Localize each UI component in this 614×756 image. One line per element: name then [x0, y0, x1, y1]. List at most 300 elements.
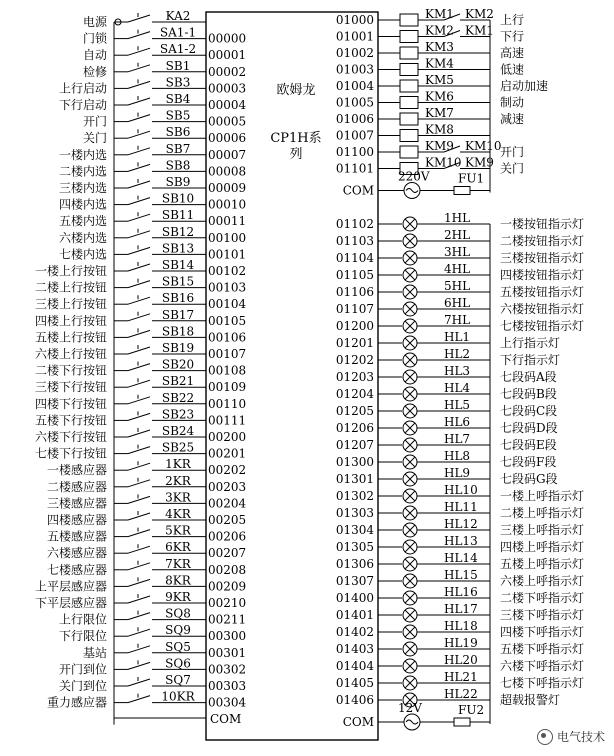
- input-address: 00104: [208, 297, 247, 312]
- lamp-function-label: 七段码B段: [500, 387, 557, 401]
- input-address: 00205: [208, 513, 247, 527]
- lamp-address: 01303: [335, 506, 374, 520]
- relay-function-label: 低速: [500, 62, 525, 77]
- lamp-fuse-label: FU2: [458, 703, 485, 717]
- relay-coil-label: KM8: [425, 122, 454, 137]
- input-device-label: SB19: [161, 341, 195, 355]
- relay-output-circuit: [336, 7, 548, 199]
- lamp-device-label: HL22: [444, 687, 478, 701]
- lamp-address: 01205: [335, 404, 374, 418]
- relay-function-label: 上行: [500, 13, 525, 27]
- lamp-address: 01403: [335, 642, 374, 656]
- lamp-function-label: 四楼按钮指示灯: [500, 268, 585, 282]
- input-device-label: SB23: [161, 407, 195, 422]
- lamp-address: 01404: [335, 659, 374, 673]
- input-address: 00302: [208, 662, 247, 677]
- switch-contact: [128, 330, 150, 337]
- input-label: 五楼内选: [58, 214, 107, 229]
- relay-address: 01002: [335, 46, 374, 60]
- input-address: 00203: [208, 479, 247, 494]
- input-device-label: 8KR: [165, 573, 191, 588]
- lamp-address: 01201: [335, 336, 374, 350]
- relay-address: 01004: [335, 79, 374, 93]
- input-address: 00210: [208, 596, 247, 610]
- lamp-function-label: 下行指示灯: [500, 353, 561, 367]
- input-device-label: SA1-1: [159, 25, 197, 40]
- input-address: 00303: [208, 679, 247, 693]
- lamp-address: 01304: [335, 523, 374, 537]
- switch-contact: [128, 662, 150, 669]
- watermark-text: 电气技术: [556, 730, 605, 744]
- switch-contact: [128, 613, 150, 620]
- input-label: 二楼内选: [58, 164, 107, 179]
- relay-coil-label: KM7: [425, 106, 454, 120]
- interlock-label: KM2: [465, 7, 494, 21]
- relay-coil-icon: [400, 130, 418, 142]
- relay-function-label: 下行: [500, 29, 525, 44]
- lamp-address: 01200: [335, 319, 374, 333]
- lamp-device-label: HL3: [444, 364, 471, 378]
- switch-contact: [128, 413, 150, 420]
- lamp-address: 01306: [335, 557, 374, 571]
- lamp-address: 01307: [335, 574, 374, 588]
- lamp-address: 01203: [335, 370, 374, 384]
- switch-contact: [128, 513, 150, 520]
- lamp-function-label: 五楼上呼指示灯: [500, 557, 585, 571]
- input-label: 基站: [82, 645, 107, 660]
- input-label: 六楼内选: [58, 230, 107, 245]
- input-address: 00007: [208, 147, 247, 162]
- input-address: 00201: [208, 446, 247, 461]
- lamp-address: 01105: [335, 268, 374, 282]
- input-device-label: SB20: [161, 357, 195, 372]
- lamp-function-label: 七段码A段: [500, 370, 557, 384]
- lamp-device-label: HL19: [444, 636, 478, 650]
- input-device-label: 4KR: [165, 507, 191, 521]
- relay-coil-icon: [400, 64, 418, 76]
- wechat-logo-icon: [537, 729, 553, 745]
- input-address: 00304: [208, 695, 247, 710]
- lamp-function-label: 四楼下呼指示灯: [500, 625, 585, 639]
- input-label: 三楼下行按钮: [34, 380, 107, 395]
- interlock-label: KM10: [465, 139, 502, 153]
- input-label: 关门到位: [58, 679, 107, 693]
- relay-coil-label: KM3: [425, 40, 454, 54]
- switch-contact: [128, 264, 150, 271]
- input-device-label: SB14: [161, 258, 195, 272]
- input-label: 开门: [82, 114, 107, 129]
- lamp-function-label: 二楼下呼指示灯: [500, 591, 585, 605]
- lamp-function-label: 六楼按钮指示灯: [500, 302, 585, 316]
- input-address: 00106: [208, 330, 247, 345]
- lamp-address: 01302: [335, 489, 374, 503]
- input-address: 00003: [208, 81, 247, 96]
- input-address: 00102: [208, 264, 247, 278]
- input-label: 四楼上行按钮: [34, 313, 107, 328]
- relay-function-label: 启动加速: [500, 79, 549, 93]
- input-device-label: SQ5: [165, 639, 191, 654]
- lamp-function-label: 七段码F段: [500, 455, 557, 469]
- relay-coil-label: KM5: [425, 73, 454, 87]
- switch-contact: [128, 198, 150, 205]
- input-device-label: SB17: [161, 307, 195, 322]
- input-address: 00004: [208, 98, 247, 112]
- lamp-device-label: 7HL: [444, 313, 471, 327]
- input-address: 00100: [208, 230, 247, 245]
- input-device-label: 9KR: [165, 590, 191, 604]
- lamp-address: 01206: [335, 421, 374, 435]
- lamp-function-label: 三楼按钮指示灯: [500, 251, 585, 265]
- relay-coil-label: KM1: [425, 7, 454, 21]
- switch-contact: [128, 430, 150, 437]
- lamp-device-label: HL4: [444, 381, 471, 395]
- relay-function-label: 高速: [500, 46, 525, 60]
- input-label: 电源: [82, 15, 107, 29]
- lamp-device-label: HL7: [444, 432, 471, 446]
- input-address: 00109: [208, 380, 247, 395]
- lamp-function-label: 六楼下呼指示灯: [500, 659, 585, 673]
- lamp-address: 01204: [335, 387, 374, 401]
- input-address: 00300: [208, 629, 247, 644]
- switch-contact: [128, 214, 150, 221]
- input-device-label: SB1: [165, 58, 191, 73]
- input-address: 00105: [208, 313, 247, 328]
- lamp-com-label: COM: [342, 715, 374, 729]
- relay-address: 01000: [335, 13, 374, 27]
- switch-contact: [128, 480, 150, 487]
- switch-contact: [128, 15, 150, 22]
- plc-brand: 欧姆龙: [276, 83, 316, 98]
- plc-model: CP1H系: [270, 131, 322, 146]
- relay-address: 01006: [335, 112, 374, 126]
- relay-coil-icon: [400, 146, 418, 158]
- relay-address: 01007: [335, 128, 374, 143]
- input-label: 六楼下行按钮: [34, 430, 107, 444]
- input-address: 00206: [208, 529, 247, 544]
- input-label: 关门: [82, 131, 107, 146]
- relay-address: 01100: [335, 145, 374, 159]
- input-label: 六楼上行按钮: [34, 347, 107, 361]
- switch-contact: [128, 596, 150, 603]
- input-device-label: SQ8: [165, 606, 191, 621]
- switch-contact: [128, 347, 150, 354]
- switch-contact: [128, 32, 150, 39]
- input-device-label: 2KR: [165, 473, 191, 488]
- input-com-wire: [114, 703, 206, 718]
- input-device-label: SB11: [161, 208, 195, 223]
- switch-contact: [128, 447, 150, 454]
- relay-coil-label: KM10: [425, 155, 462, 170]
- lamp-device-label: 3HL: [444, 245, 471, 259]
- lamp-device-label: HL13: [444, 534, 478, 548]
- input-address: 00111: [208, 413, 247, 428]
- input-address: 00009: [208, 181, 247, 195]
- input-device-label: SB22: [161, 390, 195, 405]
- lamp-function-label: 三楼下呼指示灯: [500, 608, 585, 622]
- input-device-label: SB25: [161, 440, 195, 455]
- lamp-address: 01402: [335, 625, 374, 639]
- input-device-label: SB15: [161, 274, 195, 289]
- input-label: 七楼内选: [58, 247, 107, 262]
- input-device-label: SB4: [165, 92, 191, 106]
- input-label: 一楼内选: [58, 147, 107, 162]
- input-label: 三楼上行按钮: [34, 297, 107, 312]
- input-device-label: 6KR: [165, 540, 191, 555]
- relay-com-label: COM: [342, 183, 374, 198]
- lamp-function-label: 二楼按钮指示灯: [500, 234, 585, 248]
- lamp-voltage: 12V: [398, 701, 422, 715]
- input-device-label: SQ6: [165, 656, 191, 671]
- input-address: 00002: [208, 64, 247, 79]
- lamp-device-label: HL21: [444, 670, 478, 684]
- switch-contact: [128, 297, 150, 304]
- lamp-device-label: HL2: [444, 347, 471, 361]
- relay-function-label: 关门: [500, 161, 525, 176]
- switch-contact: [128, 563, 150, 570]
- lamp-device-label: HL6: [444, 415, 471, 429]
- lamp-device-label: HL18: [444, 619, 478, 633]
- lamp-device-label: HL8: [444, 449, 471, 463]
- input-label: 一楼上行按钮: [34, 264, 107, 278]
- lamp-device-label: HL1: [444, 330, 471, 344]
- input-label: 五楼上行按钮: [34, 330, 107, 345]
- input-label: 上平层感应器: [34, 579, 107, 594]
- lamp-device-label: 4HL: [444, 262, 471, 276]
- input-label: 下行限位: [58, 629, 107, 644]
- lamp-function-label: 一楼按钮指示灯: [500, 217, 585, 231]
- relay-coil-icon: [400, 14, 418, 26]
- input-device-label: SB16: [161, 291, 195, 306]
- input-address: 00204: [208, 496, 247, 511]
- lamp-function-label: 上行指示灯: [500, 336, 561, 350]
- lamp-address: 01202: [335, 353, 374, 367]
- lamp-function-label: 五楼下呼指示灯: [500, 642, 585, 656]
- relay-coil-icon: [400, 47, 418, 59]
- input-address: 00101: [208, 247, 247, 262]
- relay-coil-icon: [400, 31, 418, 43]
- relay-coil-icon: [400, 113, 418, 125]
- lamp-function-label: 七楼下呼指示灯: [500, 676, 585, 690]
- lamp-device-label: HL20: [444, 653, 478, 667]
- lamp-function-label: 五楼按钮指示灯: [500, 285, 585, 299]
- relay-address: 01005: [335, 95, 374, 110]
- lamp-output-circuit: [336, 211, 584, 730]
- relay-function-label: 制动: [500, 95, 525, 110]
- lamp-device-label: HL11: [444, 500, 478, 514]
- lamp-device-label: 2HL: [444, 228, 471, 242]
- lamp-device-label: HL14: [444, 551, 478, 565]
- lamp-function-label: 七段码C段: [500, 404, 558, 418]
- lamp-function-label: 二楼上呼指示灯: [500, 506, 585, 520]
- input-device-label: SB18: [161, 324, 195, 339]
- input-device-label: SQ9: [165, 623, 191, 638]
- input-device-label: SB6: [165, 125, 191, 140]
- switch-contact: [128, 48, 150, 55]
- switch-contact: [128, 314, 150, 321]
- lamp-device-label: HL16: [444, 585, 478, 599]
- switch-contact: [128, 65, 150, 72]
- input-device-label: SB24: [161, 424, 195, 438]
- switch-contact: [128, 81, 150, 88]
- watermark: [534, 727, 608, 746]
- lamp-device-label: 1HL: [444, 211, 471, 225]
- lamp-function-label: 七楼按钮指示灯: [500, 319, 585, 333]
- lamp-device-label: HL12: [444, 517, 478, 531]
- input-label: 重力感应器: [46, 695, 107, 710]
- lamp-address: 01405: [335, 676, 374, 690]
- lamp-address: 01104: [335, 251, 374, 265]
- lamp-address: 01103: [335, 234, 374, 248]
- input-address: 00008: [208, 164, 247, 179]
- lamp-address: 01305: [335, 540, 374, 554]
- switch-contact: [128, 115, 150, 122]
- input-label: 二楼下行按钮: [34, 363, 107, 378]
- switch-contact: [128, 629, 150, 636]
- switch-contact: [128, 164, 150, 171]
- input-address: 00301: [208, 645, 247, 660]
- switch-contact: [128, 496, 150, 503]
- lamp-address: 01300: [335, 455, 374, 469]
- relay-address: 01001: [335, 29, 374, 44]
- input-device-label: SB21: [161, 374, 195, 389]
- input-label: 五楼下行按钮: [34, 413, 107, 428]
- lamp-address: 01301: [335, 472, 374, 486]
- interlock-label: KM9: [465, 155, 494, 170]
- relay-address: 01003: [335, 62, 374, 77]
- input-device-label: SB12: [161, 224, 195, 239]
- input-device-label: SQ7: [165, 673, 191, 687]
- input-address: 00211: [208, 612, 247, 627]
- lamp-function-label: 三楼上呼指示灯: [500, 523, 585, 537]
- lamp-address: 01102: [335, 217, 374, 231]
- relay-coil-label: KM9: [425, 139, 454, 153]
- switch-contact: [128, 646, 150, 653]
- input-label: 七楼感应器: [46, 562, 107, 577]
- input-label: 下平层感应器: [34, 596, 107, 610]
- lamp-device-label: HL5: [444, 398, 471, 412]
- input-label: 三楼内选: [58, 181, 107, 195]
- input-address: 00207: [208, 546, 247, 561]
- lamp-function-label: 七段码E段: [500, 438, 557, 452]
- input-label: 五楼感应器: [46, 529, 107, 544]
- lamp-function-label: 一楼上呼指示灯: [500, 489, 585, 503]
- lamp-address: 01207: [335, 438, 374, 452]
- input-circuit: [35, 9, 247, 725]
- input-label: 开门到位: [58, 662, 107, 677]
- input-address: 00202: [208, 463, 247, 478]
- lamp-function-label: 超载报警灯: [500, 693, 561, 707]
- lamp-row: [336, 687, 560, 707]
- relay-fuse-label: FU1: [458, 171, 485, 186]
- input-address: 00001: [208, 48, 247, 63]
- input-address: 00000: [208, 31, 247, 46]
- relay-coil-icon: [400, 80, 418, 92]
- switch-contact: [128, 463, 150, 470]
- switch-contact: [128, 530, 150, 537]
- input-label: 门锁: [82, 31, 107, 46]
- input-device-label: SB7: [165, 141, 191, 156]
- relay-function-label: 减速: [500, 112, 525, 126]
- switch-contact: [128, 98, 150, 105]
- relay-coil-icon: [400, 97, 418, 109]
- input-address: 00208: [208, 562, 247, 577]
- input-label: 二楼感应器: [46, 479, 107, 494]
- lamp-device-label: 6HL: [444, 296, 471, 310]
- fuse-icon: [454, 718, 470, 726]
- input-address: 00006: [208, 131, 247, 146]
- lamp-device-label: HL10: [444, 483, 478, 497]
- switch-contact: [128, 579, 150, 586]
- input-device-label: 10KR: [161, 689, 195, 704]
- switch-contact: [128, 148, 150, 155]
- input-address: 00011: [208, 214, 247, 229]
- input-label: 四楼感应器: [46, 513, 107, 527]
- fuse-icon: [454, 187, 470, 195]
- input-device-label: SB5: [165, 108, 191, 123]
- relay-address: 01101: [335, 161, 374, 176]
- lamp-address: 01401: [335, 608, 374, 622]
- switch-contact: [128, 679, 150, 686]
- switch-contact: [128, 364, 150, 371]
- input-address: 00108: [208, 363, 247, 378]
- relay-coil-label: KM6: [425, 89, 454, 104]
- input-label: 检修: [82, 64, 107, 79]
- plc-model-suffix: 列: [289, 147, 303, 162]
- relay-coil-label: KM2: [425, 23, 454, 38]
- lamp-address: 01107: [335, 302, 374, 316]
- switch-contact: [128, 247, 150, 254]
- lamp-device-label: 5HL: [444, 279, 471, 293]
- switch-contact: [128, 546, 150, 553]
- input-label: 自动: [82, 48, 107, 63]
- input-device-label: 3KR: [165, 490, 191, 505]
- input-address: 00103: [208, 280, 247, 295]
- input-device-label: SB3: [165, 75, 191, 90]
- switch-contact: [128, 281, 150, 288]
- relay-coil-label: KM4: [425, 56, 454, 71]
- input-device-label: SB10: [161, 191, 195, 206]
- switch-contact: [128, 380, 150, 387]
- input-address: 00005: [208, 114, 247, 129]
- input-label: 四楼内选: [58, 197, 107, 212]
- lamp-function-label: 四楼上呼指示灯: [500, 540, 585, 554]
- lamp-address: 01406: [335, 693, 374, 707]
- switch-contact: [128, 181, 150, 188]
- input-device-label: SB8: [165, 158, 191, 173]
- input-address: 00110: [208, 396, 247, 411]
- input-device-label: SB13: [161, 241, 195, 256]
- input-address: 00107: [208, 347, 247, 361]
- input-label: 三楼感应器: [46, 496, 107, 511]
- input-com-label: COM: [210, 712, 242, 726]
- input-address: 00200: [208, 430, 247, 444]
- input-label: 一楼感应器: [46, 463, 107, 478]
- lamp-address: 01106: [335, 285, 374, 299]
- input-device-label: SA1-2: [159, 42, 197, 57]
- relay-voltage: 220V: [398, 169, 430, 184]
- switch-contact: [128, 696, 150, 703]
- lamp-function-label: 七段码G段: [500, 472, 558, 486]
- input-label: 二楼上行按钮: [34, 280, 107, 295]
- switch-contact: [128, 231, 150, 238]
- interlock-label: KM1: [465, 23, 494, 38]
- input-device-label: 1KR: [165, 457, 191, 472]
- input-device-label: SB9: [165, 175, 191, 189]
- input-label: 上行启动: [58, 81, 107, 96]
- lamp-device-label: HL17: [444, 602, 478, 616]
- lamp-address: 01400: [335, 591, 374, 605]
- input-device-label: 5KR: [165, 523, 191, 538]
